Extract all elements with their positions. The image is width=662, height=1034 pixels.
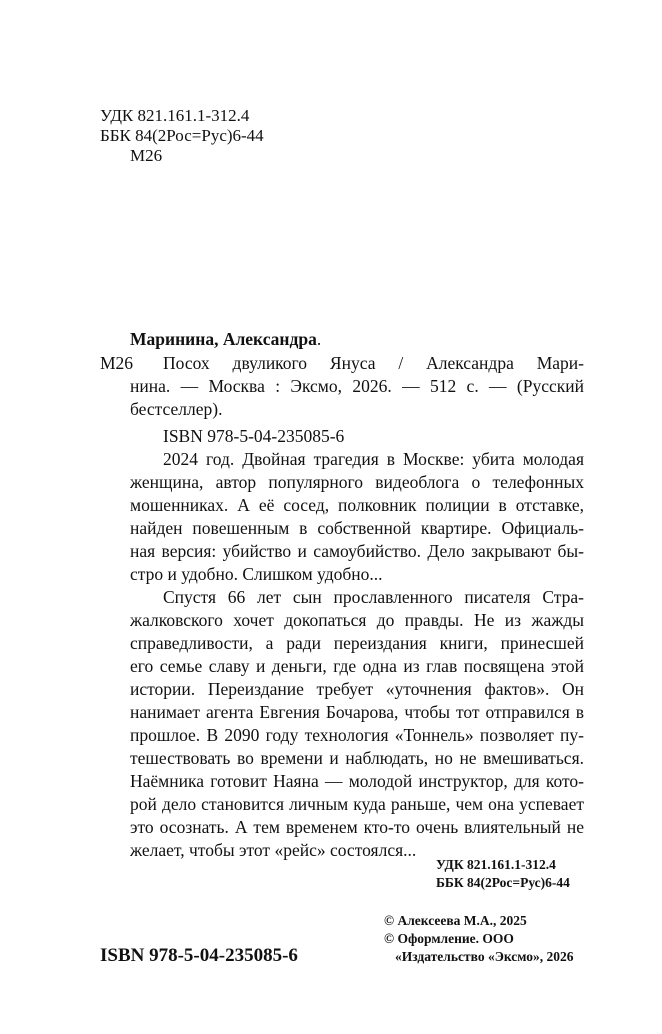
bottom-udk: УДК 821.161.1-312.4 [436, 857, 556, 872]
annotation-p2-line-10: рой дело становится личным куда раньше, чем она успевает [130, 794, 584, 814]
annotation-p1-line-6: стро и удобно. Слишком удобно... [130, 564, 383, 584]
annotation-p2-line-8: тешествовать во времени и наблюдать, но не вмешиваться. [130, 748, 584, 768]
annotation-p2-line-5: истории. Переиздание требует «уточнения фактов». Он [130, 679, 584, 699]
annotation-p2-line-3: справедливости, а ради переиздания книги, принесшей [130, 633, 584, 653]
annotation-p2-line-11: это осознать. А тем временем кто-то очень влиятельный не [130, 817, 584, 837]
annotation-p2-line-6: нанимает агента Евгения Бочарова, чтобы тот отправился в [130, 702, 584, 722]
annotation-p1-line-2: женщина, автор популярного видеоблога о телефонных [130, 472, 584, 492]
entry-mark: М26 [100, 353, 134, 373]
annotation-p1-line-3: мошенниках. А её сосед, полковник полиции в отставке, [130, 495, 584, 515]
annotation-p2-line-1: Спустя 66 лет сын прославленного писателя Стра- [163, 587, 584, 607]
annotation-p2-line-12: желает, чтобы этот «рейс» состоялся... [130, 840, 417, 860]
copyright-line-1: © Алексеева М.А., 2025 [384, 913, 527, 928]
annotation-p2-line-2: жалковского хочет докопаться до правды. Не из жажды [130, 610, 584, 630]
annotation-p2-line-9: Наёмника готовит Наяна — молодой инструктор, для кото- [130, 771, 584, 791]
annotation-p2-line-4: его семье славу и деньги, где одна из глав посвящена этой [130, 656, 584, 676]
entry-title-line-2: нина. — Москва : Эксмо, 2026. — 512 с. — (Русский [130, 376, 584, 396]
copyright-line-3: «Издательство «Эксмо», 2026 [395, 949, 574, 964]
isbn-large: ISBN 978-5-04-235085-6 [100, 945, 298, 966]
author-name: Маринина, Александра [130, 329, 317, 349]
annotation-p1-line-4: найден повешенным в собственной квартире. Официаль- [130, 518, 584, 538]
copyright-line-2: © Оформление. ООО [384, 931, 514, 946]
entry-isbn: ISBN 978-5-04-235085-6 [163, 426, 345, 446]
annotation-p2-line-7: прошлое. В 2090 году технология «Тоннель» позволяет пу- [130, 725, 584, 745]
top-bbk: ББК 84(2Рос=Рус)6-44 [100, 126, 264, 145]
entry-title-line-1: Посох двуликого Януса / Александра Мари- [163, 353, 584, 373]
top-author-mark: М26 [130, 146, 163, 165]
entry-title-line-3: бестселлер). [130, 399, 223, 419]
entry-author [130, 329, 321, 350]
annotation-p1-line-5: ная версия: убийство и самоубийство. Дело закрывают бы- [130, 541, 584, 561]
bottom-bbk: ББК 84(2Рос=Рус)6-44 [436, 875, 570, 890]
top-udk: УДК 821.161.1-312.4 [100, 106, 250, 125]
author-dot: . [316, 329, 322, 349]
annotation-p1-line-1: 2024 год. Двойная трагедия в Москве: убита молодая [163, 449, 584, 469]
